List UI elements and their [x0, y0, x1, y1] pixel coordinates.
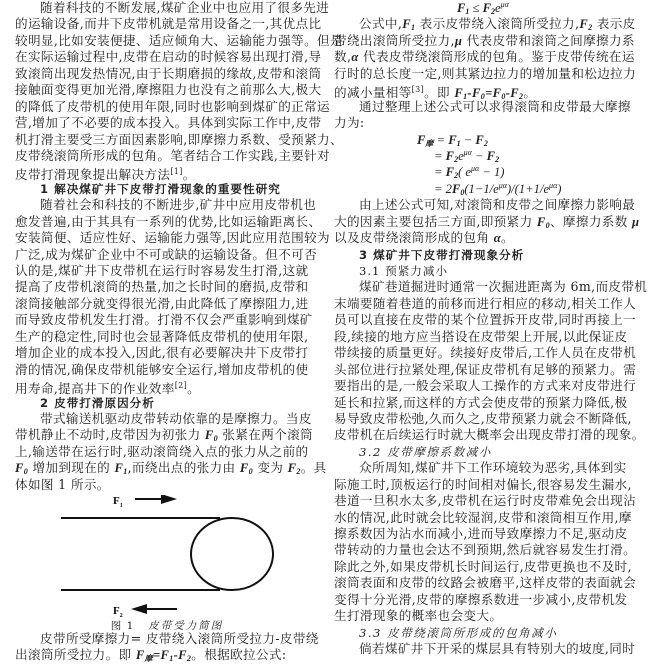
section-heading-2: 2 皮带打滑原因分析	[40, 395, 155, 410]
text-line: 生产的稳定性,同时也会显著降低皮带机的使用年限,	[15, 328, 309, 344]
text: 用寿命,提高井下的作业效率	[15, 381, 175, 397]
text-line: 延长和拉紧,而这样的方式会使皮带的预紧力降低,极	[334, 394, 628, 410]
text-line: 生打滑现象的概率也会变大。	[334, 608, 503, 624]
text-line: 广泛,成为煤矿企业中不可或缺的运输设备。但不可否	[15, 246, 318, 262]
text-line: 段,续接的地方应当搭设在皮带架上开展,以此保证皮	[334, 328, 628, 344]
text: 大的因素主要包括三方面,即预紧力	[334, 213, 537, 229]
text-line: 行时的总长度一定,则其紧边拉力的增加量和松边拉力	[334, 65, 637, 81]
text: 。	[187, 381, 201, 397]
text-line: 带转动的力量也会达不到预期,然后就容易发生打滑。	[334, 542, 637, 558]
text: ,而绕出点的张力由	[127, 460, 240, 476]
subsection-heading-3-1: 3.1 预紧力减小	[359, 264, 449, 278]
text-line	[15, 164, 335, 183]
text-line	[334, 230, 656, 246]
text: 。即	[424, 85, 455, 101]
subsection-heading-3-2: 3.2 皮带摩擦系数减小	[359, 444, 492, 459]
text: 。根据欧拉公式:	[191, 647, 287, 663]
citation-ref[interactable]: [3]	[411, 85, 425, 95]
math-friction-equation: $F_摩=F_1-F_2$	[135, 648, 192, 664]
text-line: 增加企业的成本投入,因此,很有必要解决井下皮带打	[15, 345, 309, 361]
text-line: 头部位进行拉紧处理,保证皮带机有足够的预紧力。需	[334, 361, 637, 377]
math-F0: $F_0$	[536, 214, 550, 230]
math-mu: μ	[632, 214, 640, 229]
text-line: 而导致皮带机发生打滑。打滑不仅会严重影响到煤矿	[15, 312, 313, 328]
text-line: 认的是,煤矿井下皮带机在运行时容易发生打滑,这就	[15, 263, 309, 278]
text: 张紧在两个滚筒	[218, 427, 313, 443]
text-line: 上,输送带在运行时,驱动滚筒绕入点的张力从之前的	[15, 443, 309, 459]
text-line: 水的情况,此时就会比较湿润,皮带和滚筒相互作用,摩	[334, 509, 632, 525]
equation-line: = $2F_0(1-1/e^{\mu\alpha})/(1+1/e^{\mu\alpha})$	[434, 180, 562, 197]
text-line: 安装简便、适应性好、运输能力强等,因此应用范围较为	[15, 230, 331, 246]
right-column	[334, 0, 656, 658]
text: 以及皮带绕滚筒形成的包角	[334, 230, 494, 246]
citation-ref[interactable]: [2]	[174, 381, 188, 391]
text: 代表皮带绕滚筒形成的包角。鉴于皮带传统在运	[358, 49, 635, 65]
max-friction-equation	[334, 132, 656, 198]
text: 公式中,	[359, 16, 403, 32]
math-F1: $F_1$	[457, 1, 470, 16]
text-line: 营,增加了不必要的成本投入。具体到实际工作中,皮带	[15, 115, 322, 131]
text-line: 滑的情况,确保皮带机能够安全运行,增加皮带机的使	[15, 361, 309, 377]
text-line	[15, 378, 335, 397]
text: 皮带打滑现象提出解决方法	[15, 167, 171, 183]
pulley-circle	[191, 518, 273, 590]
text: 。具	[300, 460, 327, 476]
text-line: 提高了皮带机滚筒的热量,加之长时间的磨损,皮带和	[15, 279, 309, 295]
math-alpha: α	[493, 231, 502, 246]
math-F0: $F_0$	[15, 461, 29, 477]
math-mu: μ	[454, 33, 463, 48]
text-line: 的运输设备,而井下皮带机就是常用设备之一,其优点比	[15, 16, 322, 32]
text-line: 员可以直接在皮带的某个位置拆开皮带,同时再接上一	[334, 312, 637, 328]
text-line: 带续接的质量更好。续接好皮带后,工作人员在皮带机	[334, 345, 637, 361]
text-line	[334, 16, 656, 32]
figure-belt-force-diagram	[55, 495, 295, 623]
section2-paragraph	[15, 411, 335, 493]
text: 出滚筒所受拉力。即	[15, 647, 136, 663]
intro-paragraph	[15, 0, 343, 183]
math-F2: $F_2$	[482, 1, 496, 16]
text-line: 倘若煤矿井下开采的煤层具有特别大的坡度,同时	[359, 641, 636, 657]
text-line: 接触面变得更加光滑,摩擦阻力也没有之前那么大,极大	[15, 82, 322, 98]
section3-2-paragraph	[334, 460, 656, 624]
text-line	[334, 214, 656, 230]
text-line: 众所周知,煤矿井下工作环境较为恶劣,具体到实	[359, 460, 627, 476]
euler-formula: $F_1 \le F_2e^{\mu\alpha}$	[457, 0, 509, 16]
text-line: 愈发普遍,由于其具有一系列的优势,比如运输距离长、	[15, 213, 322, 229]
label-f2: $F_2$	[113, 605, 123, 619]
math-F0: $F_0$	[204, 428, 219, 444]
text-line: 随着科技的不断发展,煤矿企业中也应用了很多先进	[40, 0, 330, 15]
section3-1-paragraph	[334, 279, 656, 443]
text-line: 机打滑主要受三方面因素影响,即摩擦力系数、受预紧力、	[15, 131, 343, 147]
text-line	[334, 49, 656, 65]
equation-line: $F_摩 = F_1 - F_2$	[417, 132, 488, 148]
text-line: 在实际运输过程中,皮带在启动的时候容易出现打滑,导	[15, 49, 322, 65]
math-F1: $F_1$	[114, 461, 128, 477]
text: 代表皮带和滚筒之间摩擦力系	[462, 32, 635, 48]
text-line: 较明显,比如安装便捷、适应倾角大、运输能力强等。但是	[15, 32, 343, 48]
text: 表示皮带绕入滚筒所受拉力,	[415, 16, 580, 32]
section-heading-3: 3 煤矿井下皮带打滑现象分析	[359, 247, 525, 262]
text: 的减小量相等	[334, 85, 412, 101]
subsection-heading-3-3: 3.3 皮带绕滚筒所形成的包角减小	[359, 625, 558, 640]
text-line	[15, 460, 335, 476]
equation-line: = $F_2$( $e^{\mu\alpha} - 1$)	[434, 164, 505, 181]
section1-paragraph	[15, 197, 335, 397]
friction-paragraph	[15, 631, 335, 664]
text-line	[334, 82, 656, 102]
left-column	[15, 0, 343, 493]
text: 增加到现在的	[28, 460, 115, 476]
text-line: 易导致皮带松弛,久而久之,皮带预紧力就会不断降低,	[334, 410, 632, 426]
text: 、摩擦力系数	[549, 213, 632, 229]
text: 。	[182, 167, 196, 183]
math-F2: $F_2$	[287, 461, 301, 477]
text-line	[15, 647, 335, 663]
text: 带机静止不动时,皮带因为初张力	[15, 427, 205, 443]
text-line: 带式输送机驱动皮带转动依靠的是摩擦力。当皮	[40, 410, 312, 426]
text-line: 巷道一旦积水太多,皮带机在运行时皮带难免会出现沾	[334, 493, 637, 509]
figure-title: 皮带受力简图	[148, 620, 224, 632]
section-heading-1: 1 解决煤矿井下皮带打滑现象的重要性研究	[40, 181, 281, 196]
figure-number: 图 1	[110, 620, 135, 632]
text-line: 滚筒接触部分就变得很光滑,由此降低了摩擦阻力,进	[15, 295, 309, 311]
belt-diagram-svg	[55, 495, 295, 623]
text-line: 除此之外,如果皮带机长时间运行,皮带更换也不及时,	[334, 558, 632, 574]
math-F0: $F_0$	[239, 461, 253, 477]
text-line: 要指出的是,一般会采取人工操作的方式来对皮带进行	[334, 378, 637, 394]
text-line: 力为:	[334, 115, 365, 131]
text-line: 变得十分光滑,皮带的摩擦系数进一步减小,皮带机发	[334, 591, 628, 607]
text-line: 通过整理上述公式可以求得滚筒和皮带最大摩擦	[359, 98, 631, 114]
text: 带绕出滚筒所受拉力,	[334, 32, 455, 48]
text-line: 由上述公式可知,对滚筒和皮带之间摩擦力影响最	[359, 197, 636, 213]
text: 变为	[252, 460, 288, 476]
text: 数,	[334, 49, 352, 65]
text-line: 滚筒表面和皮带的纹路会被磨平,这样皮带的表面就会	[334, 575, 637, 591]
citation-ref[interactable]: [1]	[170, 167, 183, 177]
text-line: 随着社会和科技的不断进步,矿井中应用皮带机也	[40, 197, 317, 213]
text-line: 皮带机在后续运行时就大概率会出现皮带打滑的现象。	[334, 427, 645, 443]
label-f1: $F_1$	[113, 495, 123, 509]
text-line: 体如图 1 所示。	[15, 476, 110, 492]
math-alpha: α	[351, 50, 359, 65]
text: 。	[501, 230, 514, 246]
text-line: 末端要随着巷道的前移而进行相应的移动,相关工作人	[334, 295, 637, 311]
text-line: 擦系数因为沾水而减小,进而导致摩擦力不足,驱动皮	[334, 526, 628, 541]
arrow-left-icon	[131, 604, 147, 614]
text-line: 皮带绕滚筒所形成的包角。笔者结合工作实践,主要针对	[15, 147, 331, 163]
text-line	[15, 427, 335, 443]
math-F1: $F_1$	[402, 17, 416, 33]
text-line: 煤矿巷道掘进时通常一次掘进距离为 6m,而皮带机	[359, 279, 648, 295]
math-tension-equation: $F_1-F_0=F_0-F_2$	[454, 86, 524, 102]
explain-paragraph	[334, 16, 656, 102]
text: 。	[523, 85, 537, 101]
text-line: 致滚筒出现发热情况,由于长期磨损的缘故,皮带和滚筒	[15, 65, 322, 81]
math-F2: $F_2$	[579, 17, 593, 33]
arrow-right-icon	[161, 495, 177, 504]
text-line: 皮带所受摩擦力= 皮带绕入滚筒所受拉力-皮带绕	[40, 631, 319, 646]
equation-line: = $F_2e^{\mu\alpha} - F_2$	[434, 147, 500, 164]
text: 表示皮	[592, 16, 636, 32]
factors-paragraph	[334, 197, 656, 246]
text-line: 际施工时,顶板运行的时间相对偏长,很容易发生漏水,	[334, 476, 632, 492]
text-line	[334, 33, 656, 49]
text-line: 的降低了皮带机的使用年限,同时也影响到煤矿的正常运	[15, 98, 331, 114]
